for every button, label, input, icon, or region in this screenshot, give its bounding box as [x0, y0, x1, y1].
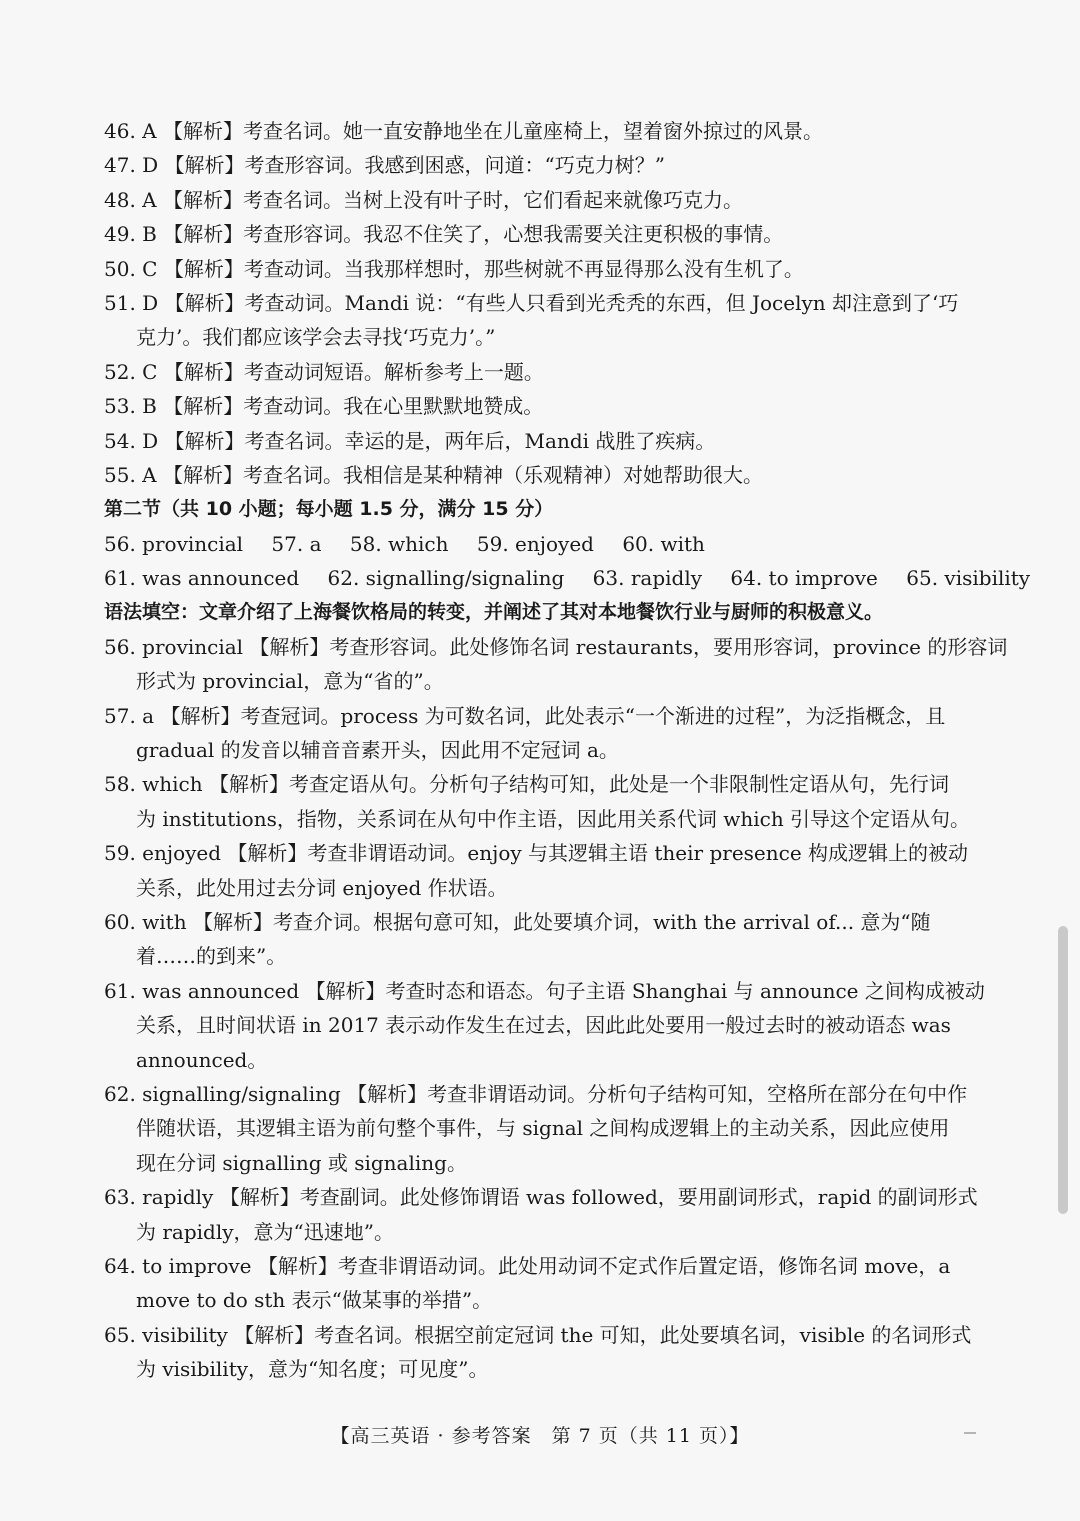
explanation-line-61: 61. was announced 【解析】考查时态和语态。句子主语 Shanghai 与 announce 之间构成被动 — [104, 978, 985, 1003]
answer-line-48: 48. A 【解析】考查名词。当树上没有叶子时，它们看起来就像巧克力。 — [104, 187, 743, 212]
answer-63: 63. rapidly — [592, 566, 703, 591]
page-content — [104, 114, 1031, 1386]
page-footer: 【高三英语 · 参考答案 第 7 页（共 11 页）】 — [330, 1425, 750, 1447]
explanation-line-62-cont-2: 现在分词 signalling 或 signaling。 — [136, 1150, 467, 1175]
answer-59: 59. enjoyed — [476, 531, 594, 556]
answers-row-1 — [104, 527, 980, 561]
explanation-line-64: 64. to improve 【解析】考查非谓语动词。此处用动词不定式作后置定语，修饰名词 move，a — [104, 1253, 951, 1278]
explanation-line-63: 63. rapidly 【解析】考查副词。此处修饰谓语 was followed，要用副词形式，rapid 的副词形式 — [104, 1185, 978, 1210]
grammar-summary: 语法填空：文章介绍了上海餐饮格局的转变，并阐述了其对本地餐饮行业与厨师的积极意义。 — [104, 601, 884, 624]
answer-line-51-cont: 克力’。我们都应该学会去寻找‘巧克力’。” — [136, 325, 496, 350]
explanation-line-57-cont: gradual 的发音以辅音音素开头，因此用不定冠词 a。 — [136, 738, 619, 763]
answers-row-2 — [104, 561, 1031, 595]
answer-line-55: 55. A 【解析】考查名词。我相信是某种精神（乐观精神）对她帮助很大。 — [104, 462, 763, 487]
explanation-line-60-cont: 着……的到来”。 — [136, 944, 287, 969]
explanation-line-62: 62. signalling/signaling 【解析】考查非谓语动词。分析句子结构可知，空格所在部分在句中作 — [104, 1081, 968, 1106]
answer-line-46: 46. A 【解析】考查名词。她一直安静地坐在儿童座椅上，望着窗外掠过的风景。 — [104, 119, 823, 143]
explanation-line-61-cont-2: announced。 — [136, 1047, 268, 1072]
answer-57: 57. a — [271, 531, 322, 556]
answer-60: 60. with — [622, 531, 705, 556]
explanation-line-65-cont: 为 visibility，意为“知名度；可见度”。 — [136, 1357, 489, 1382]
explanation-line-58: 58. which 【解析】考查定语从句。分析句子结构可知，此处是一个非限制性定语从句，先行词 — [104, 772, 949, 797]
explanation-line-60: 60. with 【解析】考查介词。根据句意可知，此处要填介词，with the arrival of... 意为“随 — [104, 909, 931, 934]
answer-58: 58. which — [349, 531, 449, 556]
answer-line-50: 50. C 【解析】考查动词。当我那样想时，那些树就不再显得那么没有生机了。 — [104, 256, 804, 281]
vertical-scrollbar[interactable] — [1058, 926, 1068, 1214]
answer-61: 61. was announced — [104, 566, 300, 591]
explanation-line-61-cont: 关系，且时间状语 in 2017 表示动作发生在过去，因此此处要用一般过去时的被动语态 was — [136, 1013, 951, 1038]
explanation-line-65: 65. visibility 【解析】考查名词。根据空前定冠词 the 可知，此处要填名词，visible 的名词形式 — [104, 1322, 972, 1347]
explanation-line-56: 56. provincial 【解析】考查形容词。此处修饰名词 restaurants，要用形容词，province 的形容词 — [104, 634, 1008, 659]
answer-56: 56. provincial — [104, 531, 244, 556]
answer-line-53: 53. B 【解析】考查动词。我在心里默默地赞成。 — [104, 394, 544, 419]
answer-64: 64. to improve — [730, 566, 878, 591]
answer-line-47: 47. D 【解析】考查形容词。我感到困惑，问道：“巧克力树？” — [104, 153, 666, 178]
explanation-line-58-cont: 为 institutions，指物，关系词在从句中作主语，因此用关系代词 which 引导这个定语从句。 — [136, 806, 971, 831]
answer-line-51: 51. D 【解析】考查动词。Mandi 说：“有些人只看到光秃秃的东西，但 Jocelyn 却注意到了‘巧 — [104, 290, 959, 315]
explanation-line-57: 57. a 【解析】考查冠词。process 为可数名词，此处表示“一个渐进的过程”，为泛指概念，且 — [104, 703, 946, 728]
explanation-line-59: 59. enjoyed 【解析】考查非谓语动词。enjoy 与其逻辑主语 their presence 构成逻辑上的被动 — [104, 841, 969, 866]
explanation-line-63-cont: 为 rapidly，意为“迅速地”。 — [136, 1219, 394, 1244]
explanation-line-64-cont: move to do sth 表示“做某事的举措”。 — [136, 1288, 493, 1313]
explanation-line-59-cont: 关系，此处用过去分词 enjoyed 作状语。 — [136, 875, 508, 900]
answer-65: 65. visibility — [906, 566, 1031, 591]
answer-62: 62. signalling/signaling — [327, 566, 565, 591]
section-title: 第二节（共 10 小题；每小题 1.5 分，满分 15 分） — [104, 498, 554, 521]
answer-line-52: 52. C 【解析】考查动词短语。解析参考上一题。 — [104, 359, 544, 384]
answer-line-49: 49. B 【解析】考查形容词。我忍不住笑了，心想我需要关注更积极的事情。 — [104, 222, 784, 247]
answer-line-54: 54. D 【解析】考查名词。幸运的是，两年后，Mandi 战胜了疾病。 — [104, 428, 716, 453]
explanation-line-56-cont: 形式为 provincial，意为“省的”。 — [136, 669, 444, 694]
scan-mark — [964, 1432, 976, 1434]
explanation-line-62-cont: 伴随状语，其逻辑主语为前句整个事件，与 signal 之间构成逻辑上的主动关系，因此应使用 — [136, 1116, 950, 1141]
